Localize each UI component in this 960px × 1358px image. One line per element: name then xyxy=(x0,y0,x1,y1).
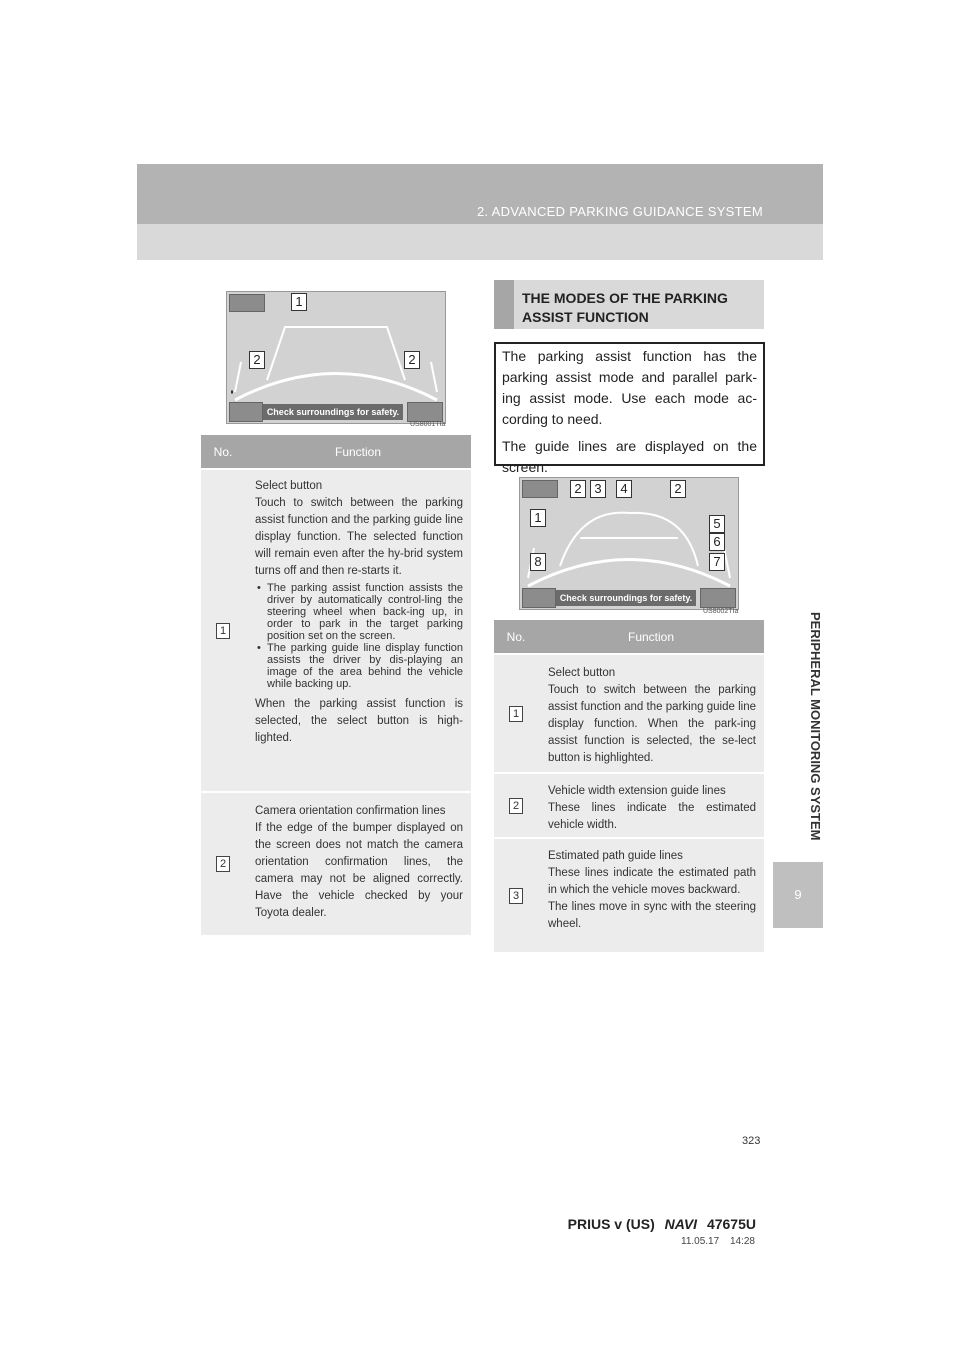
row-text: Touch to switch between the parking assist function and the parking guide line display function. The selected function will remain even after the hy-brid system turns off and then re-starts it. xyxy=(255,497,463,577)
function-table-1 xyxy=(201,435,471,935)
table-row xyxy=(201,469,471,792)
right-mode-button[interactable] xyxy=(407,402,443,422)
row-title: Select button xyxy=(548,667,616,679)
callout-2: 2 xyxy=(570,480,586,498)
row-number: 2 xyxy=(509,798,523,814)
image-code-1: US8001TIa xyxy=(410,421,446,428)
select-button[interactable] xyxy=(522,480,558,498)
left-mode-button[interactable] xyxy=(522,588,556,608)
callout-8: 8 xyxy=(530,553,546,571)
callout-7: 7 xyxy=(709,553,725,571)
callout-2-left: 2 xyxy=(249,351,265,369)
row-text: Touch to switch between the parking assist function and the parking guide line display function. When the park-ing assist function is selected, the se-lect button is highlighted. xyxy=(548,684,756,764)
callout-6: 6 xyxy=(709,533,725,551)
row-text: If the edge of the bumper displayed on the screen does not match the camera orientation confirmation lines, the camera may not be aligned correctly. Have the vehicle checked by your Toyota dealer. xyxy=(255,822,463,919)
row-text: These lines indicate the estimated path in which the vehicle moves backward. xyxy=(548,867,756,896)
modes-description-box xyxy=(494,342,765,475)
select-button[interactable] xyxy=(229,294,265,312)
col-no-header: No. xyxy=(201,435,245,469)
section-title: 2. ADVANCED PARKING GUIDANCE SYSTEM xyxy=(477,204,763,219)
print-date-value: 11.05.17 xyxy=(681,1236,720,1247)
row-title: Estimated path guide lines xyxy=(548,850,683,862)
table-row xyxy=(494,654,764,773)
modes-heading-text: THE MODES OF THE PARKING ASSIST FUNCTION xyxy=(522,290,728,325)
chapter-number: 9 xyxy=(773,862,823,928)
row-text-after: When the parking assist function is selected, the select button is high-lighted. xyxy=(255,698,463,744)
table-row xyxy=(201,792,471,935)
row-text: These lines indicate the estimated vehicle width. xyxy=(548,802,756,831)
row-number: 2 xyxy=(216,856,230,872)
print-time: 14:28 xyxy=(729,1236,755,1247)
function-table-2 xyxy=(494,620,764,952)
header-subband xyxy=(137,224,823,260)
table-row xyxy=(494,773,764,838)
image-code-2: US8002TIa xyxy=(703,608,739,615)
chapter-tab-label: PERIPHERAL MONITORING SYSTEM xyxy=(808,612,823,841)
row-title: Vehicle width extension guide lines xyxy=(548,785,726,797)
modes-paragraph-1: The parking assist function has the parking assist mode and parallel park-ing assist mode. Use each mode ac-cording to need. xyxy=(502,348,757,427)
table-row xyxy=(494,838,764,952)
safety-message: Check surroundings for safety. xyxy=(263,404,403,420)
header-band xyxy=(137,164,823,224)
doc-code: 47675U xyxy=(706,1216,756,1232)
callout-1: 1 xyxy=(530,509,546,527)
row-number: 1 xyxy=(216,623,230,639)
callout-2-right: 2 xyxy=(670,480,686,498)
right-mode-button[interactable] xyxy=(700,588,736,608)
row-number: 3 xyxy=(509,888,523,904)
safety-message: Check surroundings for safety. xyxy=(556,590,696,606)
callout-3: 3 xyxy=(590,480,606,498)
left-mode-button[interactable] xyxy=(229,402,263,422)
row-title: Camera orientation confirmation lines xyxy=(255,805,446,817)
callout-2-right: 2 xyxy=(404,351,420,369)
modes-heading xyxy=(494,280,764,329)
callout-1: 1 xyxy=(291,293,307,311)
navi-label: NAVI xyxy=(664,1216,698,1232)
print-date xyxy=(681,1236,755,1247)
model-name: PRIUS v (US) xyxy=(567,1216,655,1232)
heading-bar xyxy=(494,280,514,329)
bullet-item: • The parking guide line display function assists the driver by dis-playing an image of the area behind the vehicle while backing up. xyxy=(267,642,463,690)
row-title: Select button xyxy=(255,480,323,492)
modes-paragraph-2: The guide lines are displayed on the screen. xyxy=(502,438,757,475)
row-text-2: The lines move in sync with the steering wheel. xyxy=(548,901,756,930)
col-no-header: No. xyxy=(494,620,538,654)
page-number: 323 xyxy=(742,1135,761,1147)
model-line xyxy=(568,1216,756,1232)
callout-4: 4 xyxy=(616,480,632,498)
col-function-header: Function xyxy=(538,620,764,654)
bullet-item: • The parking assist function assists the driver by automatically control-ling the steering wheel when back-ing up, in order to park in the target parking position set on the screen. xyxy=(267,582,463,642)
col-function-header: Function xyxy=(245,435,471,469)
row-number: 1 xyxy=(509,706,523,722)
callout-5: 5 xyxy=(709,515,725,533)
